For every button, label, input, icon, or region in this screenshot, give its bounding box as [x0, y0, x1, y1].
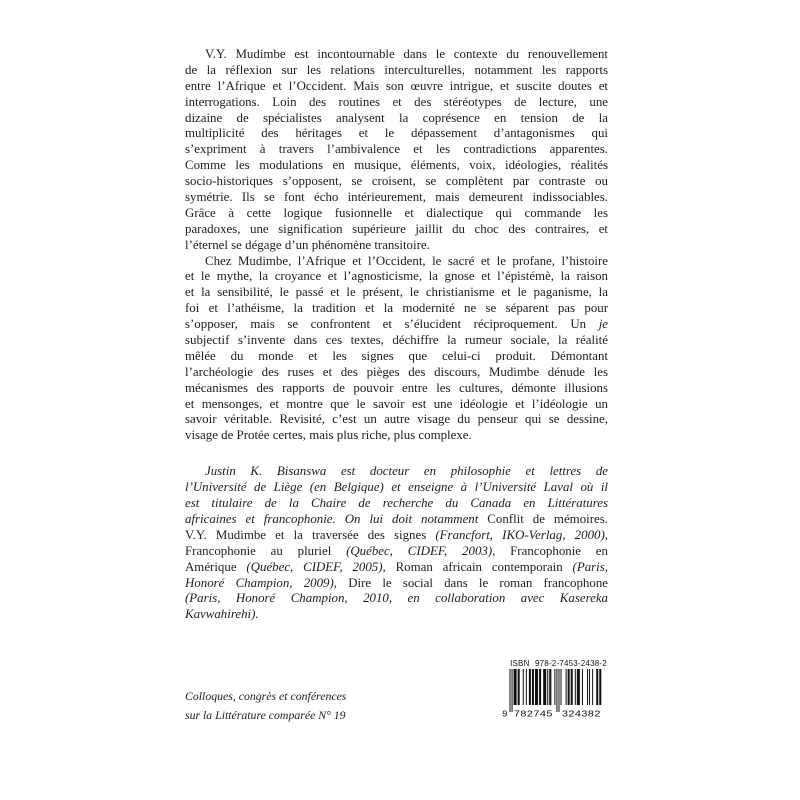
text-segment: Grâce à cette logique fusionnelle et dialectique qui commande les: [185, 205, 608, 220]
text-segment: l’éternel se dégage d’un phénomène transitoire.: [185, 237, 430, 252]
text-segment: dizaine de spécialistes analysent la coprésence en tension de la: [185, 110, 608, 125]
italic-text-segment: est titulaire de la Chaire de recherche du Canada en Littératures: [185, 496, 608, 511]
text-segment: Dire le social dans le roman francophone: [348, 575, 608, 590]
text-line: [185, 349, 608, 365]
text-line: [185, 333, 608, 349]
italic-text-segment: (Paris,: [572, 559, 608, 574]
text-line: [185, 269, 608, 285]
text-segment: paradoxes, une signification supérieure jaillit du choc des contraires, et: [185, 221, 608, 236]
synopsis-paragraph-2: [185, 254, 608, 445]
text-segment: et la sensibilité, le passé et le présent, le christianisme et le paganisme, la: [185, 285, 608, 300]
author-bio: [185, 464, 608, 623]
text-line: [185, 428, 608, 444]
text-line: [185, 480, 608, 496]
text-line: [185, 222, 608, 238]
text-line: [185, 126, 608, 142]
text-line: [185, 576, 608, 592]
text-segment: foi et l’athéisme, la tradition et la modernité ne se séparent pas pour: [185, 301, 608, 316]
text-segment: interrogations. Loin des routines et des stéréotypes de lecture, une: [185, 94, 608, 109]
text-line: [185, 95, 608, 111]
text-line: [185, 174, 608, 190]
text-line: [185, 238, 608, 254]
text-line: [185, 63, 608, 79]
text-segment: et mensonges, et montre que le savoir est une idéologie et l’idéologie un: [185, 396, 608, 411]
series-note: [185, 687, 346, 724]
text-segment: savoir véritable. Revisité, c’est un autre visage du penseur qui se dessine,: [185, 412, 608, 427]
text-segment: mêlée du monde et les signes que celui-ci produit. Démontant: [185, 348, 608, 363]
text-line: [185, 464, 608, 480]
italic-text-segment: Honoré Champion, 2009),: [185, 575, 349, 590]
text-line: [185, 365, 608, 381]
text-line: [185, 496, 608, 512]
text-line: [185, 79, 608, 95]
text-segment: Amérique: [185, 559, 247, 574]
text-segment: Comme les modulations en musique, éléments, voix, idéologies, réalités: [185, 158, 608, 173]
text-line: [185, 254, 608, 270]
italic-text-segment: (Québec, CIDEF, 2003),: [346, 543, 511, 558]
text-segment: socio-historiques s’opposent, se croisent, se complètent par contraste ou: [185, 174, 608, 189]
text-line: [185, 47, 608, 63]
text-line: [185, 607, 608, 623]
series-number: sur la Littérature comparée N° 19: [185, 707, 346, 722]
synopsis-column: [185, 47, 608, 623]
text-segment: de la réflexion sur les relations interculturelles, notamment les rapports: [185, 62, 608, 77]
text-segment: s’opposer, mais se confrontent et s’élucident réciproquement. Un: [185, 317, 599, 332]
italic-text-segment: je: [598, 317, 608, 332]
italic-text-segment: africaines et francophonie. On lui doit notamment: [185, 511, 488, 526]
ean13-barcode-icon: [501, 669, 608, 719]
text-line: [185, 560, 608, 576]
italic-text-segment: (Francfort, IKO-Verlag, 2000),: [435, 527, 608, 542]
italic-text-segment: Justin K. Bisanswa est docteur en philosophie et lettres de: [205, 464, 608, 479]
isbn-label: ISBN 978-2-7453-2438-2: [510, 659, 607, 668]
text-segment: multiplicité des héritages et le dépassement d’antagonismes qui: [185, 126, 608, 141]
text-segment: Conflit de mémoires.: [487, 511, 608, 526]
text-line: [185, 206, 608, 222]
text-segment: Francophonie au pluriel: [185, 543, 347, 558]
svg-text:782745: 782745: [513, 708, 553, 719]
italic-text-segment: l’Université de Liège (en Belgique) et enseigne à l’Université Laval où il: [185, 480, 608, 495]
text-segment: l’archéologie des ruses et des pièges des discours, Mudimbe dénude les: [185, 364, 608, 379]
isbn-barcode-block: [501, 659, 608, 719]
italic-text-segment: (Paris, Honoré Champion, 2010, en collaboration avec Kasereka: [185, 591, 608, 606]
synopsis-paragraph-1: [185, 47, 608, 254]
text-segment: mécanismes des rapports de pouvoir entre les cultures, démonte illusions: [185, 380, 608, 395]
series-title: Colloques, congrès et conférences: [185, 689, 347, 703]
text-line: [185, 412, 608, 428]
text-line: [185, 301, 608, 317]
text-line: [185, 285, 608, 301]
text-segment: subjectif s’invente dans ces textes, déchiffre la rumeur sociale, la réalité: [185, 333, 608, 348]
text-line: [185, 544, 608, 560]
svg-text:9: 9: [502, 708, 508, 719]
text-line: [185, 512, 608, 528]
text-line: [185, 142, 608, 158]
text-segment: V.Y. Mudimbe et la traversée des signes: [185, 527, 436, 542]
text-line: [185, 397, 608, 413]
text-line: [185, 190, 608, 206]
text-line: [185, 381, 608, 397]
italic-text-segment: Kavwahirehi).: [185, 607, 259, 622]
text-segment: Chez Mudimbe, l’Afrique et l’Occident, le sacré et le profane, l’histoire: [205, 253, 608, 268]
text-line: [185, 158, 608, 174]
text-segment: Roman africain contemporain: [395, 559, 573, 574]
text-segment: visage de Protée certes, mais plus riche, plus complexe.: [185, 428, 472, 443]
text-segment: s’expriment à travers l’ambivalence et les contradictions apparentes.: [185, 142, 608, 157]
text-segment: Francophonie en: [510, 543, 608, 558]
svg-text:324382: 324382: [561, 708, 601, 719]
text-segment: et le mythe, la croyance et l’agnosticisme, la gnose et l’épistémè, la raison: [185, 269, 608, 284]
text-line: [185, 591, 608, 607]
text-segment: symétrie. Ils se font écho intérieurement, mais demeurent indissociables.: [185, 190, 608, 205]
text-segment: V.Y. Mudimbe est incontournable dans le contexte du renouvellement: [205, 47, 608, 61]
text-segment: entre l’Afrique et l’Occident. Mais son œuvre intrigue, et suscite doutes et: [185, 78, 608, 93]
italic-text-segment: (Québec, CIDEF, 2005),: [246, 559, 396, 574]
text-line: [185, 111, 608, 127]
text-line: [185, 317, 608, 333]
text-line: [185, 528, 608, 544]
